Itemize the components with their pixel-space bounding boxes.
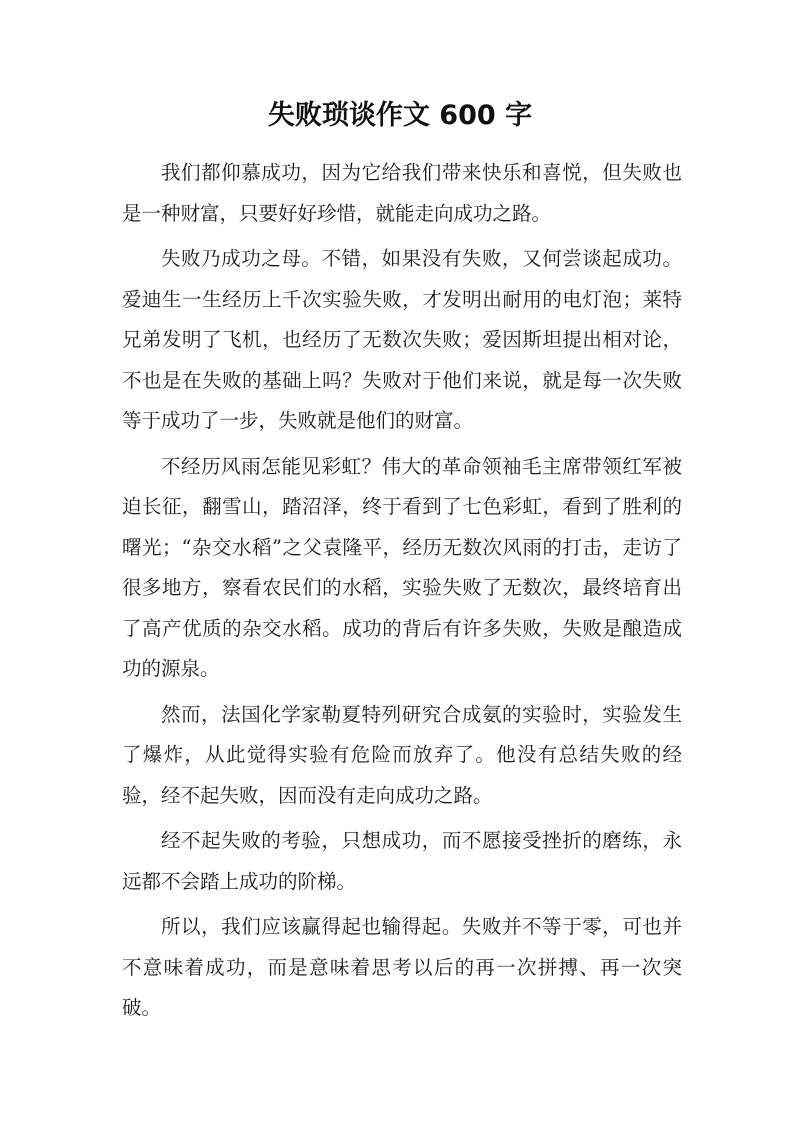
paragraph: 然而，法国化学家勒夏特列研究合成氨的实验时，实验发生了爆炸，从此觉得实验有危险而放弃了。他没有总结失败的经验，经不起失败，因而没有走向成功之路。 [122, 702, 682, 807]
paragraph: 不经历风雨怎能见彩虹？伟大的革命领袖毛主席带领红军被迫长征，翻雪山，踏沼泽，终于看到了七色彩虹，看到了胜利的曙光；“杂交水稻”之父袁隆平，经历无数次风雨的打击，走访了很多地方，察看农民们的水稻，实验失败了无数次，最终培育出了高产优质的杂交水稻。成功的背后有许多失败，失败是酿造成功的源泉。 [122, 454, 682, 680]
paragraph: 我们都仰慕成功，因为它给我们带来快乐和喜悦，但失败也是一种财富，只要好好珍惜，就能走向成功之路。 [122, 161, 682, 225]
document-body [122, 153, 682, 1034]
document-title: 失败琐谈作文 600 字 [267, 100, 533, 131]
paragraph: 经不起失败的考验，只想成功，而不愿接受挫折的磨练，永远都不会踏上成功的阶梯。 [122, 829, 682, 893]
paragraph: 失败乃成功之母。不错，如果没有失败，又何尝谈起成功。爱迪生一生经历上千次实验失败，才发明出耐用的电灯泡；莱特兄弟发明了飞机，也经历了无数次失败；爱因斯坦提出相对论，不也是在失败的基础上吗？失败对于他们来说，就是每一次失败等于成功了一步，失败就是他们的财富。 [122, 247, 682, 432]
paragraph: 所以，我们应该赢得起也输得起。失败并不等于零，可也并不意味着成功，而是意味着思考以后的再一次拼搏、再一次突破。 [122, 915, 682, 1019]
